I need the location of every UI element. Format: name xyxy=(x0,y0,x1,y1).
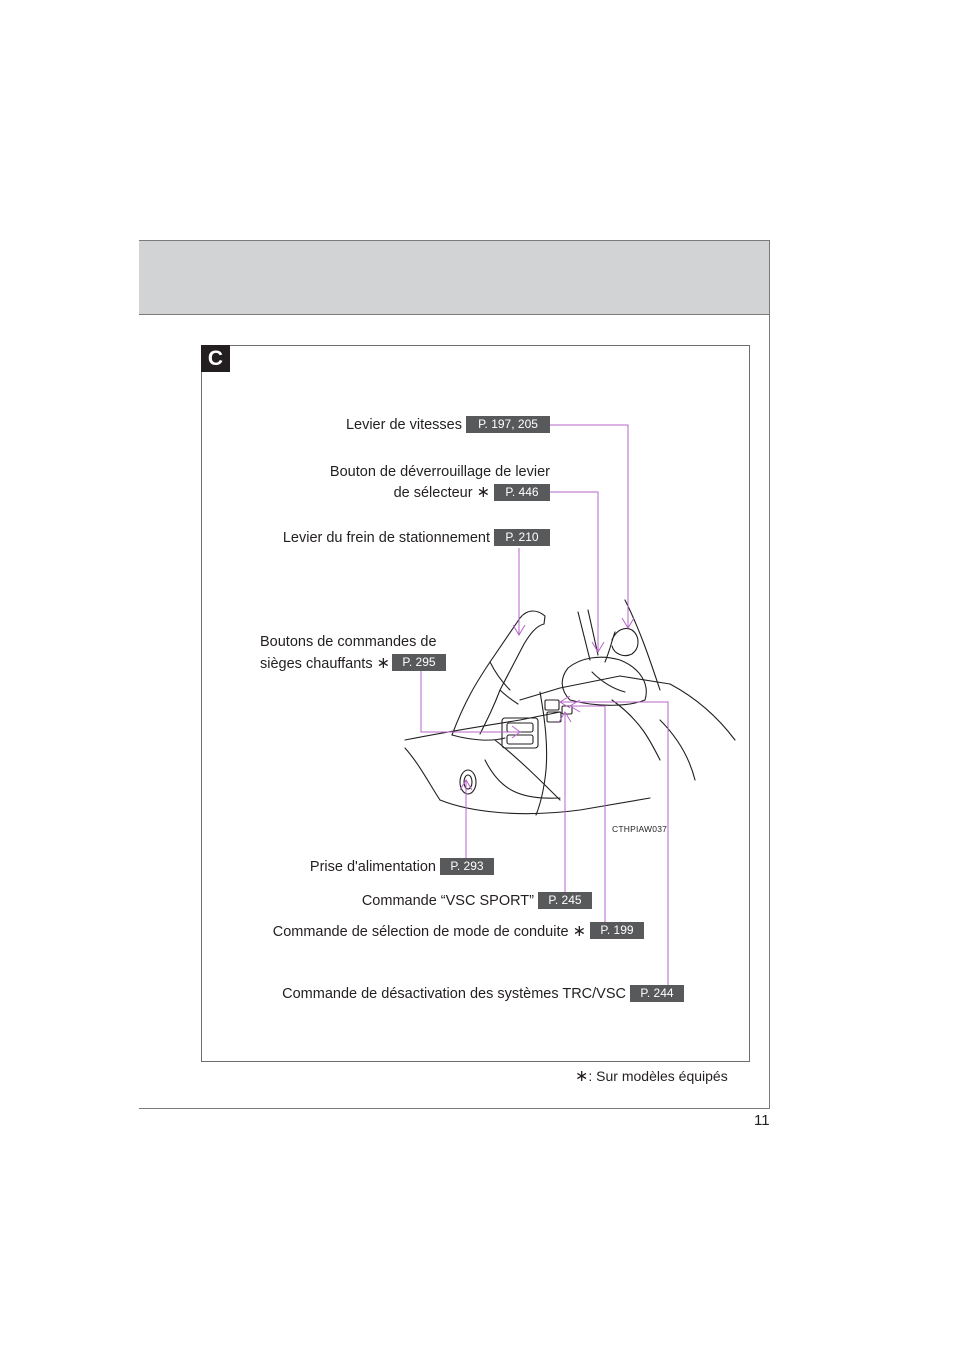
seat-heaters-page-ref[interactable]: P. 295 xyxy=(392,654,446,671)
asterisk-icon: ∗ xyxy=(575,1068,589,1085)
seat-heaters-label-line1: Boutons de commandes de xyxy=(260,634,437,650)
trc-vsc-off-label: Commande de désactivation des systèmes TRC/VSC xyxy=(282,986,626,1002)
power-outlet-page-ref[interactable]: P. 293 xyxy=(440,858,494,875)
trc-vsc-off-page-ref[interactable]: P. 244 xyxy=(630,985,684,1002)
shift-lock-label-line1: Bouton de déverrouillage de levier xyxy=(329,464,550,480)
asterisk-icon: ∗ xyxy=(376,655,391,672)
drive-mode-page-ref[interactable]: P. 199 xyxy=(590,922,644,939)
footnote-text: : Sur modèles équipés xyxy=(588,1068,728,1084)
parking-brake-label: Levier du frein de stationnement xyxy=(282,530,490,546)
gear-lever-page-ref[interactable]: P. 197, 205 xyxy=(466,416,550,433)
seat-heaters-label-line2 xyxy=(260,655,390,673)
gear-lever-label: Levier de vitesses xyxy=(345,417,462,433)
shift-lock-label-text: de sélecteur xyxy=(393,485,473,501)
drive-mode-label xyxy=(250,923,586,941)
section-badge: C xyxy=(201,345,230,372)
asterisk-icon: ∗ xyxy=(476,484,490,501)
page-number: 11 xyxy=(754,1112,770,1129)
shift-lock-page-ref[interactable]: P. 446 xyxy=(494,484,550,501)
drive-mode-label-text: Commande de sélection de mode de conduite xyxy=(272,924,569,940)
seat-heaters-label-text: sièges chauffants xyxy=(260,656,373,672)
asterisk-icon: ∗ xyxy=(572,923,586,940)
parking-brake-page-ref[interactable]: P. 210 xyxy=(494,529,550,546)
footnote xyxy=(575,1066,728,1086)
figure-code: CTHPIAW037 xyxy=(612,824,668,834)
vsc-sport-page-ref[interactable]: P. 245 xyxy=(538,892,592,909)
shift-lock-label-line2 xyxy=(300,484,490,502)
vsc-sport-label: Commande “VSC SPORT” xyxy=(361,893,534,909)
power-outlet-label: Prise d'alimentation xyxy=(309,859,436,875)
